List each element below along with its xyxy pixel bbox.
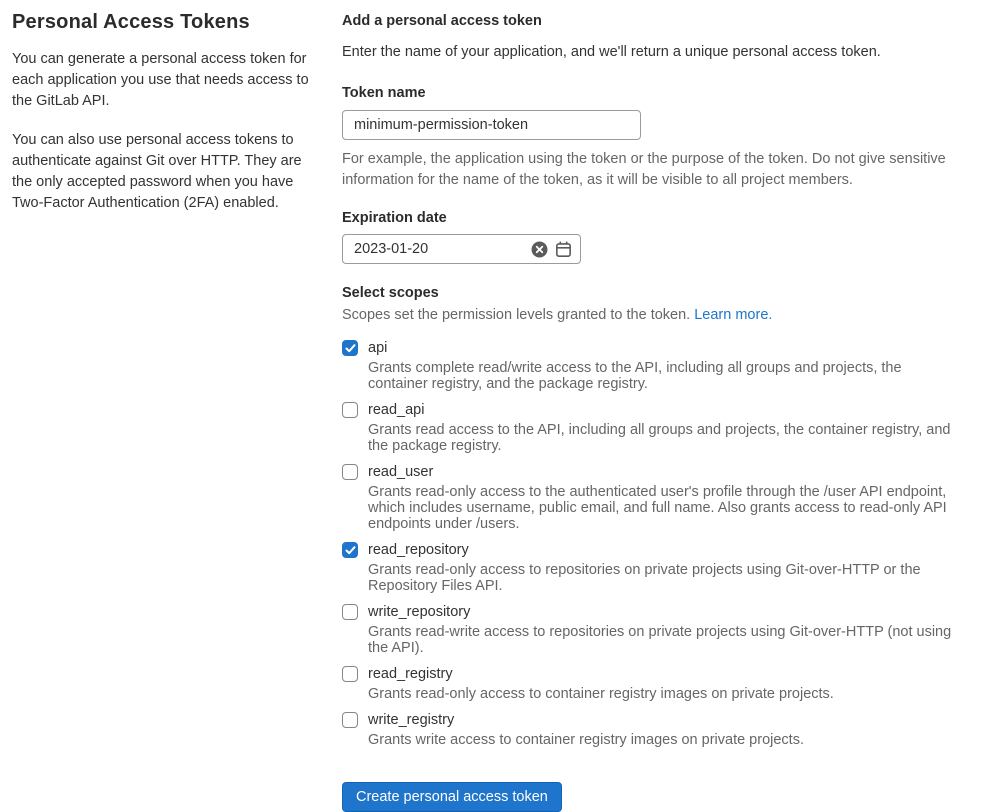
clear-date-icon[interactable] (531, 241, 548, 258)
scope-name-read-user[interactable]: read_user (368, 464, 434, 480)
expiration-date-label: Expiration date (342, 210, 447, 226)
scope-checkbox-read-api[interactable] (342, 402, 358, 418)
learn-more-link[interactable]: Learn more. (694, 307, 773, 323)
token-name-label: Token name (342, 85, 426, 101)
scope-row-read-repository (342, 540, 963, 594)
scope-name-write-repository[interactable]: write_repository (368, 604, 471, 620)
scope-row-write-repository (342, 602, 963, 656)
scope-checkbox-api[interactable] (342, 340, 358, 356)
scope-row-write-registry (342, 710, 963, 748)
scope-desc-read-registry: Grants read-only access to container registry images on private projects. (368, 686, 834, 702)
scopes-list (342, 338, 963, 748)
scope-checkbox-read-user[interactable] (342, 464, 358, 480)
scope-checkbox-write-registry[interactable] (342, 712, 358, 728)
page-title: Personal Access Tokens (12, 11, 250, 33)
scope-name-write-registry[interactable]: write_registry (368, 712, 455, 728)
expiration-date-field (342, 234, 581, 264)
token-name-input[interactable] (342, 110, 641, 140)
scope-checkbox-read-registry[interactable] (342, 666, 358, 682)
scopes-help (342, 305, 963, 325)
scope-name-read-repository[interactable]: read_repository (368, 542, 469, 558)
scope-desc-write-repository: Grants read-write access to repositories on private projects using Git-over-HTTP (not using the API). (368, 624, 952, 656)
scope-row-read-registry (342, 664, 963, 702)
page-intro-column (12, 11, 312, 812)
form-lead-text: Enter the name of your application, and we'll return a unique personal access token. (342, 44, 881, 60)
create-token-button[interactable]: Create personal access token (342, 782, 562, 812)
token-name-help: For example, the application using the token or the purpose of the token. Do not give sensitive information for the name of the token, as it will be visible to all project members. (342, 151, 946, 188)
scope-desc-write-registry: Grants write access to container registry images on private projects. (368, 732, 804, 748)
scope-checkbox-read-repository[interactable] (342, 542, 358, 558)
select-scopes-label: Select scopes (342, 285, 439, 301)
scope-name-api[interactable]: api (368, 340, 388, 356)
add-token-form (342, 11, 963, 812)
check-icon (345, 343, 356, 354)
scope-desc-api: Grants complete read/write access to the API, including all groups and projects, the container registry, and the package registry. (368, 360, 902, 392)
scope-row-read-user (342, 462, 963, 532)
scope-desc-read-repository: Grants read-only access to repositories on private projects using Git-over-HTTP or the Repository Files API. (368, 562, 921, 594)
scope-desc-read-api: Grants read access to the API, including all groups and projects, the container registry, and the package registry. (368, 422, 951, 454)
calendar-icon[interactable] (555, 241, 572, 258)
scope-name-read-registry[interactable]: read_registry (368, 666, 453, 682)
scope-checkbox-write-repository[interactable] (342, 604, 358, 620)
scopes-help-text: Scopes set the permission levels granted to the token. (342, 307, 691, 323)
scope-desc-read-user: Grants read-only access to the authenticated user's profile through the /user API endpoint, which includes username, public email, and full name. Also grants access to read-only API endpoints under /users. (368, 484, 947, 532)
page-description-1: You can generate a personal access token for each application you use that needs access to the GitLab API. (12, 51, 309, 109)
scope-row-read-api (342, 400, 963, 454)
scope-name-read-api[interactable]: read_api (368, 402, 425, 418)
scope-row-api (342, 338, 963, 392)
check-icon (345, 545, 356, 556)
form-heading: Add a personal access token (342, 13, 542, 29)
page-description-2: You can also use personal access tokens to authenticate against Git over HTTP. They are the only accepted password when you have Two-Factor Authentication (2FA) enabled. (12, 132, 302, 211)
